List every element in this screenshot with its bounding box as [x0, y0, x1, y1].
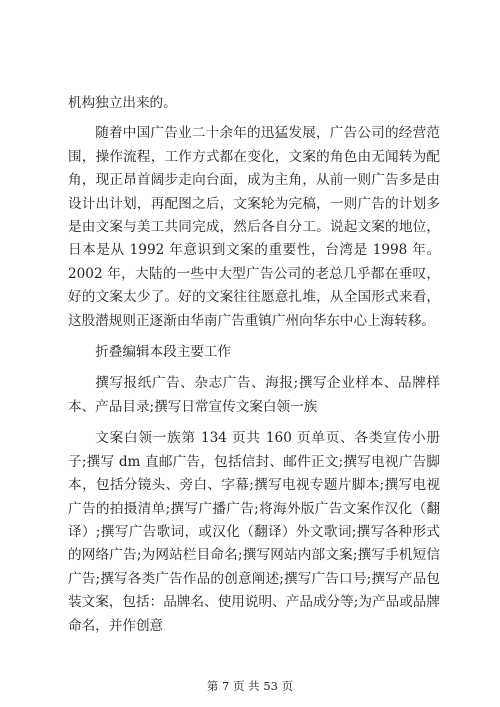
section-heading-main-work: 折叠编辑本段主要工作: [95, 344, 232, 361]
paragraph-continuation: 机构独立出来的。: [68, 95, 177, 111]
document-body: [68, 92, 440, 646]
paragraph-work-list-2: 文案白领一族第 134 页共 160 页单页、各类宣传小册子;撰写 dm 直邮广告，包括信封、邮件正文;撰写电视广告脚本，包括分镜头、旁白、字幕;撰写电视专题片脚本;撰写电视广告的拍摄清单;撰写广播广告;将海外版广告文案作汉化（翻译）;撰写广告歌词，或汉化（翻译）外文歌词;撰写各种形式的网络广告;为网站栏目命名;撰写网站内部文案;撰写手机短信广告;撰写各类广告作品的创意阐述;撰写广告口号;撰写产品包装文案，包括：品牌名、使用说明、产品成分等;为产品或品牌命名，并作创意: [68, 430, 440, 634]
paragraph-industry-development: 随着中国广告业二十余年的迅猛发展，广告公司的经营范围，操作流程，工作方式都在变化，文案的角色由无闻转为配角，现正昂首阔步走向台面，成为主角，从前一则广告多是由设计出计划，再配图之后，文案轮为完稿，一则广告的计划多是由文案与美工共同完成，然后各自分工。说起文案的地位，日本是从 1992 年意识到文案的重要性，台湾是 1998 年。2002 年，大陆的一些中大型广告公司的老总几乎都在垂叹，好的文案太少了。好的文案往往愿意扎堆，从全国形式来看，这股潜规则正逐渐由华南广告重镇广州向华东中心上海转移。: [68, 125, 440, 329]
page-number-footer: 第 7 页 共 53 页: [206, 679, 294, 693]
paragraph-work-list-1: 撰写报纸广告、杂志广告、海报;撰写企业样本、品牌样本、产品目录;撰写日常宣传文案白领一族: [68, 375, 440, 415]
